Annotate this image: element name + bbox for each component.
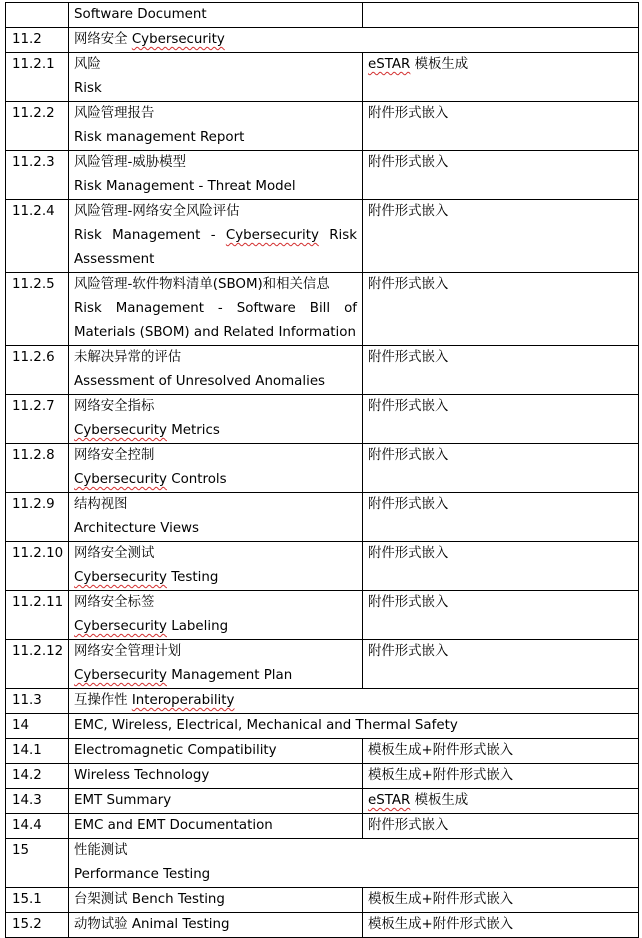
title-cn: 性能测试	[74, 843, 128, 858]
table-row	[6, 542, 639, 591]
document-table	[5, 2, 639, 938]
table-row	[6, 714, 639, 739]
title-en: Risk	[74, 81, 102, 96]
table-row	[6, 888, 639, 913]
table-row	[6, 839, 639, 888]
title-cn: 网络安全	[74, 32, 132, 47]
title-cn: 风险管理-软件物料清单(SBOM)和相关信息	[74, 277, 330, 292]
title-en: 动物试验 Animal Testing	[74, 917, 230, 932]
submission-method: 附件形式嵌入	[363, 640, 639, 689]
section-number: 11.2.5	[6, 273, 69, 346]
submission-method: 附件形式嵌入	[363, 273, 639, 346]
method-rest: 模板生成	[410, 793, 469, 808]
table-row	[6, 346, 639, 395]
table-row	[6, 53, 639, 102]
method-rest: 模板生成	[410, 57, 469, 72]
title-cn: 未解决异常的评估	[74, 350, 182, 365]
section-number: 11.2.2	[6, 102, 69, 151]
title-en	[74, 566, 357, 590]
section-number: 14.4	[6, 814, 69, 839]
section-title	[69, 839, 639, 888]
section-title	[69, 714, 639, 739]
title-en: Wireless Technology	[74, 768, 210, 783]
section-title	[69, 444, 363, 493]
section-number: 11.2	[6, 28, 69, 53]
title-en: EMC, Wireless, Electrical, Mechanical and Thermal Safety	[74, 718, 458, 733]
title-cn: 互操作性	[74, 693, 132, 708]
title-en-part: Controls	[166, 472, 227, 487]
title-cn: 结构视图	[74, 497, 128, 512]
table-row	[6, 200, 639, 273]
submission-method: 模板生成+附件形式嵌入	[363, 764, 639, 789]
method-estar: eSTAR	[368, 57, 411, 72]
title-cn: 风险管理-威胁模型	[74, 155, 186, 170]
title-line: Software Document	[74, 7, 207, 22]
title-en: Performance Testing	[74, 867, 211, 882]
section-number: 11.2.7	[6, 395, 69, 444]
section-title	[69, 814, 363, 839]
title-en-underlined: Interoperability	[131, 693, 235, 708]
submission-method	[363, 789, 639, 814]
title-cn: 风险管理-网络安全风险评估	[74, 204, 240, 219]
section-title	[69, 53, 363, 102]
submission-method: 附件形式嵌入	[363, 444, 639, 493]
section-title	[69, 789, 363, 814]
title-en: Risk Management - Software Bill of Materials (SBOM) and Related Information	[74, 301, 357, 340]
title-en-part: Labeling	[166, 619, 229, 634]
submission-method: 附件形式嵌入	[363, 102, 639, 151]
title-en-underlined: Cybersecurity	[74, 472, 167, 487]
section-title	[69, 542, 363, 591]
section-number	[6, 3, 69, 28]
section-number: 14.3	[6, 789, 69, 814]
section-number: 11.2.3	[6, 151, 69, 200]
section-title	[69, 640, 363, 689]
title-en-part: Risk Assessment	[74, 228, 357, 267]
section-number: 11.2.9	[6, 493, 69, 542]
submission-method: 附件形式嵌入	[363, 542, 639, 591]
title-en-part: Risk Management -	[74, 228, 226, 243]
title-en: Risk management Report	[74, 130, 245, 145]
section-number: 14.2	[6, 764, 69, 789]
section-number: 14.1	[6, 739, 69, 764]
title-en	[74, 419, 357, 443]
submission-method	[363, 3, 639, 28]
section-title	[69, 689, 639, 714]
submission-method: 模板生成+附件形式嵌入	[363, 888, 639, 913]
table-row	[6, 913, 639, 938]
section-title	[69, 913, 363, 938]
submission-method: 模板生成+附件形式嵌入	[363, 913, 639, 938]
title-en-underlined: Cybersecurity	[74, 570, 167, 585]
section-title	[69, 739, 363, 764]
submission-method: 附件形式嵌入	[363, 591, 639, 640]
table-row	[6, 789, 639, 814]
title-en	[74, 664, 357, 688]
table-row	[6, 814, 639, 839]
table-row	[6, 591, 639, 640]
title-en	[74, 228, 357, 267]
table-row	[6, 273, 639, 346]
title-en-underlined: Cybersecurity	[74, 423, 167, 438]
title-en: 台架测试 Bench Testing	[74, 892, 225, 907]
section-title	[69, 764, 363, 789]
section-number: 11.2.10	[6, 542, 69, 591]
section-title	[69, 346, 363, 395]
section-number: 11.2.12	[6, 640, 69, 689]
title-en: EMT Summary	[74, 793, 172, 808]
title-en: EMC and EMT Documentation	[74, 818, 273, 833]
title-cn: 网络安全控制	[74, 448, 155, 463]
submission-method: 附件形式嵌入	[363, 814, 639, 839]
section-number: 11.2.1	[6, 53, 69, 102]
title-cn: 风险管理报告	[74, 106, 155, 121]
submission-method: 附件形式嵌入	[363, 346, 639, 395]
table-row	[6, 640, 639, 689]
section-number: 11.3	[6, 689, 69, 714]
section-title	[69, 273, 363, 346]
title-en: Architecture Views	[74, 521, 199, 536]
title-en	[74, 615, 357, 639]
table-row	[6, 764, 639, 789]
section-number: 11.2.4	[6, 200, 69, 273]
section-title	[69, 151, 363, 200]
title-en-part: Testing	[166, 570, 219, 585]
section-title	[69, 591, 363, 640]
method-estar: eSTAR	[368, 793, 411, 808]
table-row	[6, 151, 639, 200]
submission-method: 附件形式嵌入	[363, 200, 639, 273]
title-en: Assessment of Unresolved Anomalies	[74, 374, 326, 389]
table-row	[6, 493, 639, 542]
section-title	[69, 102, 363, 151]
title-cn: 网络安全标签	[74, 595, 155, 610]
section-number: 11.2.8	[6, 444, 69, 493]
table-row	[6, 739, 639, 764]
section-title	[69, 395, 363, 444]
section-number: 15.2	[6, 913, 69, 938]
title-en: Electromagnetic Compatibility	[74, 743, 277, 758]
section-title	[69, 888, 363, 913]
title-cn: 网络安全指标	[74, 399, 155, 414]
section-number: 14	[6, 714, 69, 739]
title-en-underlined: Cybersecurity	[225, 228, 319, 243]
section-number: 15.1	[6, 888, 69, 913]
table-row	[6, 3, 639, 28]
submission-method: 附件形式嵌入	[363, 493, 639, 542]
submission-method: 附件形式嵌入	[363, 151, 639, 200]
title-en-underlined: Cybersecurity	[131, 32, 225, 47]
title-cn: 风险	[74, 57, 101, 72]
section-number: 15	[6, 839, 69, 888]
section-title	[69, 28, 639, 53]
table-row	[6, 395, 639, 444]
title-en	[74, 468, 357, 492]
submission-method: 模板生成+附件形式嵌入	[363, 739, 639, 764]
section-title	[69, 493, 363, 542]
table-row	[6, 444, 639, 493]
title-en: Risk Management - Threat Model	[74, 179, 296, 194]
title-cn: 网络安全管理计划	[74, 644, 182, 659]
section-number: 11.2.6	[6, 346, 69, 395]
submission-method: 附件形式嵌入	[363, 395, 639, 444]
section-number: 11.2.11	[6, 591, 69, 640]
title-en-part: Metrics	[166, 423, 220, 438]
table-row	[6, 102, 639, 151]
section-title	[69, 200, 363, 273]
submission-method	[363, 53, 639, 102]
title-en-part: Management Plan	[166, 668, 293, 683]
title-en-underlined: Cybersecurity	[74, 668, 167, 683]
title-cn: 网络安全测试	[74, 546, 155, 561]
table-row	[6, 689, 639, 714]
section-title	[69, 3, 363, 28]
title-en-underlined: Cybersecurity	[74, 619, 167, 634]
table-row	[6, 28, 639, 53]
